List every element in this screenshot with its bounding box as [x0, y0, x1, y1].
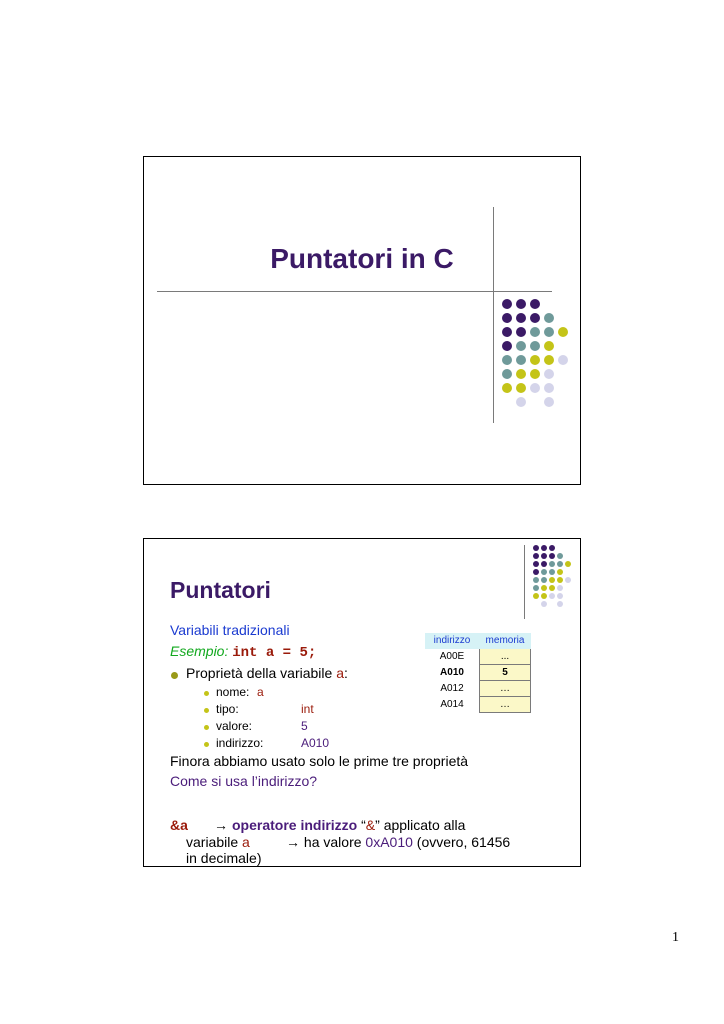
decor-dot — [502, 369, 512, 379]
decor-dot — [533, 569, 539, 575]
decor-dot — [544, 383, 554, 393]
decor-dot — [541, 553, 547, 559]
text-finora: Finora abbiamo usato solo le prime tre proprietà — [170, 753, 469, 769]
decor-dot — [516, 299, 526, 309]
decor-dot — [549, 553, 555, 559]
hex-value: 0xA010 — [365, 834, 413, 850]
text-in-decimale: in decimale) — [186, 850, 262, 866]
decor-dot — [541, 545, 547, 551]
prop-value: 5 — [301, 719, 308, 733]
text-variabili: Variabili tradizionali — [170, 622, 290, 638]
table-mem: … — [479, 681, 531, 697]
prop-name: valore: — [216, 719, 253, 733]
text-variabile — [186, 834, 510, 850]
esempio-label: Esempio: — [170, 643, 229, 659]
decor-dot — [533, 593, 539, 599]
table-addr: A010 — [440, 667, 464, 678]
prop-value: A010 — [301, 736, 330, 750]
decor-dot — [516, 383, 526, 393]
bullet-icon — [204, 742, 209, 747]
decor-dot — [516, 355, 526, 365]
slide-2 — [143, 538, 581, 867]
decor-dot — [502, 355, 512, 365]
decor-dot — [557, 561, 563, 567]
decor-dot — [558, 327, 568, 337]
decor-dot — [544, 327, 554, 337]
decor-dot — [544, 341, 554, 351]
slide-1-title: Puntatori in C — [270, 243, 454, 274]
decor-dot — [558, 355, 568, 365]
decor-dot — [544, 397, 554, 407]
decor-dot — [502, 327, 512, 337]
decor-dot — [541, 577, 547, 583]
ha-valore: ha valore — [300, 834, 366, 850]
text-esempio — [170, 643, 316, 661]
decor-dot — [549, 561, 555, 567]
amp-symbol: & — [365, 817, 376, 833]
decor-dot — [544, 313, 554, 323]
decor-dot — [541, 593, 547, 599]
decor-dot — [549, 593, 555, 599]
arrow-icon: → — [214, 817, 228, 833]
text-proprieta — [186, 665, 348, 681]
decor-dot — [557, 585, 563, 591]
decor-dot — [549, 577, 555, 583]
amp-label: &a — [170, 817, 188, 833]
decor-dot — [516, 313, 526, 323]
table-header-indirizzo: indirizzo — [425, 633, 479, 649]
decor-dot — [533, 561, 539, 567]
decor-dot — [541, 561, 547, 567]
decor-horizontal-line — [157, 291, 552, 292]
decor-dot — [557, 553, 563, 559]
table-mem: … — [479, 697, 531, 713]
prop-name: tipo: — [216, 702, 239, 716]
table-mem: ... — [479, 649, 531, 665]
page-number: 1 — [672, 930, 679, 945]
decor-dot — [502, 383, 512, 393]
proprieta-prefix: Proprietà della variabile — [186, 665, 337, 681]
ovvero: (ovvero, 61456 — [412, 834, 511, 850]
decor-dot — [530, 327, 540, 337]
decor-dot — [541, 601, 547, 607]
decor-dot — [530, 299, 540, 309]
esempio-code: int a = 5; — [232, 645, 317, 661]
decor-dot — [557, 577, 563, 583]
prop-value: a — [257, 685, 264, 699]
text-operatore — [170, 817, 465, 833]
amp-quote-close: ” applicato alla — [375, 817, 466, 833]
table-header-memoria: memoria — [479, 633, 531, 649]
decor-vertical-line — [524, 545, 525, 619]
decor-dot — [544, 369, 554, 379]
decor-dot — [557, 593, 563, 599]
decor-vertical-line — [493, 207, 494, 423]
decor-dot — [541, 569, 547, 575]
decor-dot — [530, 341, 540, 351]
decor-dot — [530, 369, 540, 379]
decor-dot — [565, 577, 571, 583]
decor-dot — [502, 299, 512, 309]
decor-dot — [516, 369, 526, 379]
decor-dot — [544, 355, 554, 365]
decor-dot — [516, 341, 526, 351]
decor-dot — [557, 569, 563, 575]
decor-dot — [533, 577, 539, 583]
table-mem: 5 — [479, 665, 531, 681]
operator-text: operatore indirizzo — [232, 817, 358, 833]
prop-value: int — [301, 702, 314, 716]
decor-dot — [530, 383, 540, 393]
decor-dot — [516, 397, 526, 407]
decor-dot — [549, 569, 555, 575]
text-come: Come si usa l’indirizzo? — [170, 773, 318, 789]
bullet-icon — [204, 725, 209, 730]
proprieta-suffix: : — [344, 665, 348, 681]
decor-dot — [502, 341, 512, 351]
table-addr: A012 — [440, 683, 464, 694]
decor-dot — [530, 355, 540, 365]
table-addr: A00E — [439, 651, 465, 662]
proprieta-var: a — [336, 665, 344, 681]
table-addr: A014 — [440, 699, 464, 710]
var-prefix: variabile — [186, 834, 243, 850]
decor-dot — [565, 561, 571, 567]
decor-dot — [557, 601, 563, 607]
var-name: a — [242, 834, 250, 850]
bullet-icon — [204, 691, 209, 696]
decor-dot — [533, 545, 539, 551]
decor-dot — [533, 585, 539, 591]
bullet-icon — [204, 708, 209, 713]
slide-1 — [143, 156, 581, 485]
amp-quote-open: “ — [357, 817, 366, 833]
prop-name: indirizzo: — [216, 736, 264, 750]
decor-dot — [533, 553, 539, 559]
slide-2-title: Puntatori — [170, 577, 271, 603]
decor-dot — [516, 327, 526, 337]
decor-dot — [549, 545, 555, 551]
bullet-icon — [171, 672, 178, 679]
decor-dot — [530, 313, 540, 323]
prop-name: nome: — [216, 685, 250, 699]
decor-dot — [541, 585, 547, 591]
decor-dot — [502, 313, 512, 323]
decor-dot — [549, 585, 555, 591]
arrow-icon: → — [286, 834, 301, 850]
